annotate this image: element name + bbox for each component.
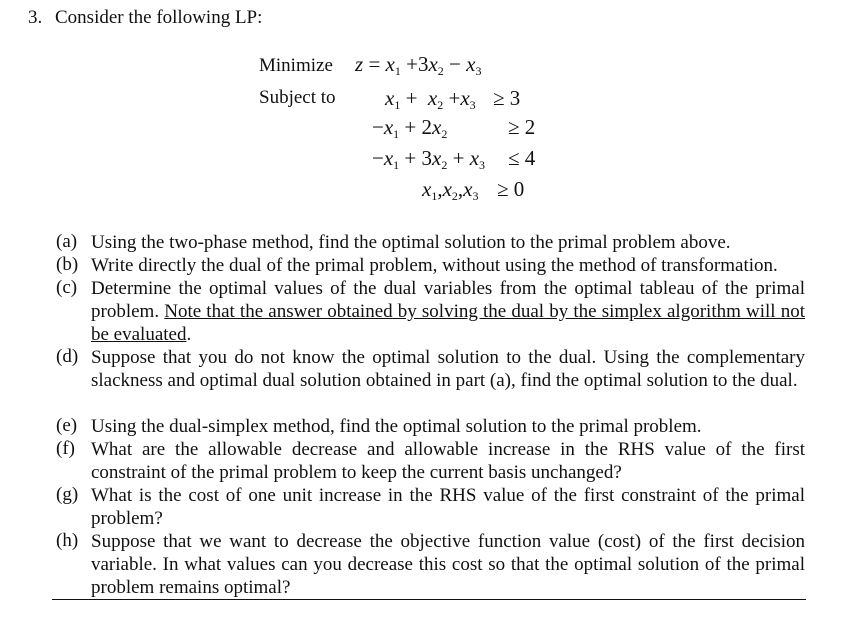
question-title: Consider the following LP:	[55, 7, 263, 28]
part-text: What is the cost of one unit increase in the RHS value of the first constraint of the primal problem?	[91, 485, 805, 529]
bottom-rule	[52, 599, 806, 600]
constraint-1-relation: ≥ 3	[493, 86, 521, 110]
constraint-2-lhs: $-x_1 + 2x_2$	[372, 115, 448, 141]
minimize-label: Minimize	[259, 55, 333, 76]
part-label: (b)	[56, 254, 79, 275]
part-label: (d)	[56, 346, 79, 367]
objective-function: $z = x_1 +3x_2 - x_3$	[355, 52, 482, 78]
subject-to-label: Subject to	[259, 87, 336, 108]
constraint-2-relation: ≥ 2	[508, 115, 536, 139]
part-text: Using the two-phase method, find the optimal solution to the primal problem above.	[91, 232, 731, 253]
part-text: Write directly the dual of the primal problem, without using the method of transformation.	[91, 255, 778, 276]
part-label: (g)	[56, 484, 79, 505]
nonnegativity-lhs: $x_1,x_2,x_3$	[422, 177, 479, 203]
part-label: (c)	[56, 277, 78, 298]
constraint-3-relation: ≤ 4	[508, 146, 536, 170]
constraint-3-lhs: $-x_1 + 3x_2 + x_3$	[372, 146, 486, 172]
part-text: What are the allowable decrease and allowable increase in the RHS value of the first constraint of the primal problem to keep the current basis unchanged?	[91, 439, 805, 483]
part-text: Suppose that you do not know the optimal solution to the dual. Using the complementary slackness and optimal dual solution obtained in part (a), find the optimal solution to the dual.	[91, 347, 805, 391]
part-c-text-before: Determine the optimal values of the dual variables from the optimal tableau of the primal problem.	[91, 278, 805, 322]
part-text: Using the dual-simplex method, find the optimal solution to the primal problem.	[91, 416, 702, 437]
nonnegativity-relation: ≥ 0	[497, 177, 525, 201]
part-c-underlined-note: Note that the answer obtained by solving the dual by the simplex algorithm will not be evaluated	[91, 301, 805, 345]
part-label: (f)	[56, 438, 75, 459]
constraint-1-lhs: $x_1 + x_2 +x_3$	[385, 86, 476, 112]
part-label: (a)	[56, 231, 78, 252]
part-label: (h)	[56, 530, 79, 551]
part-text: Suppose that we want to decrease the objective function value (cost) of the first decision variable. In what values can you decrease this cost so that the optimal solution of the primal problem remains optimal?	[91, 531, 805, 598]
question-number: 3.	[28, 7, 43, 28]
part-text	[91, 277, 805, 346]
part-label: (e)	[56, 415, 78, 436]
part-c-text-after: .	[186, 324, 192, 345]
